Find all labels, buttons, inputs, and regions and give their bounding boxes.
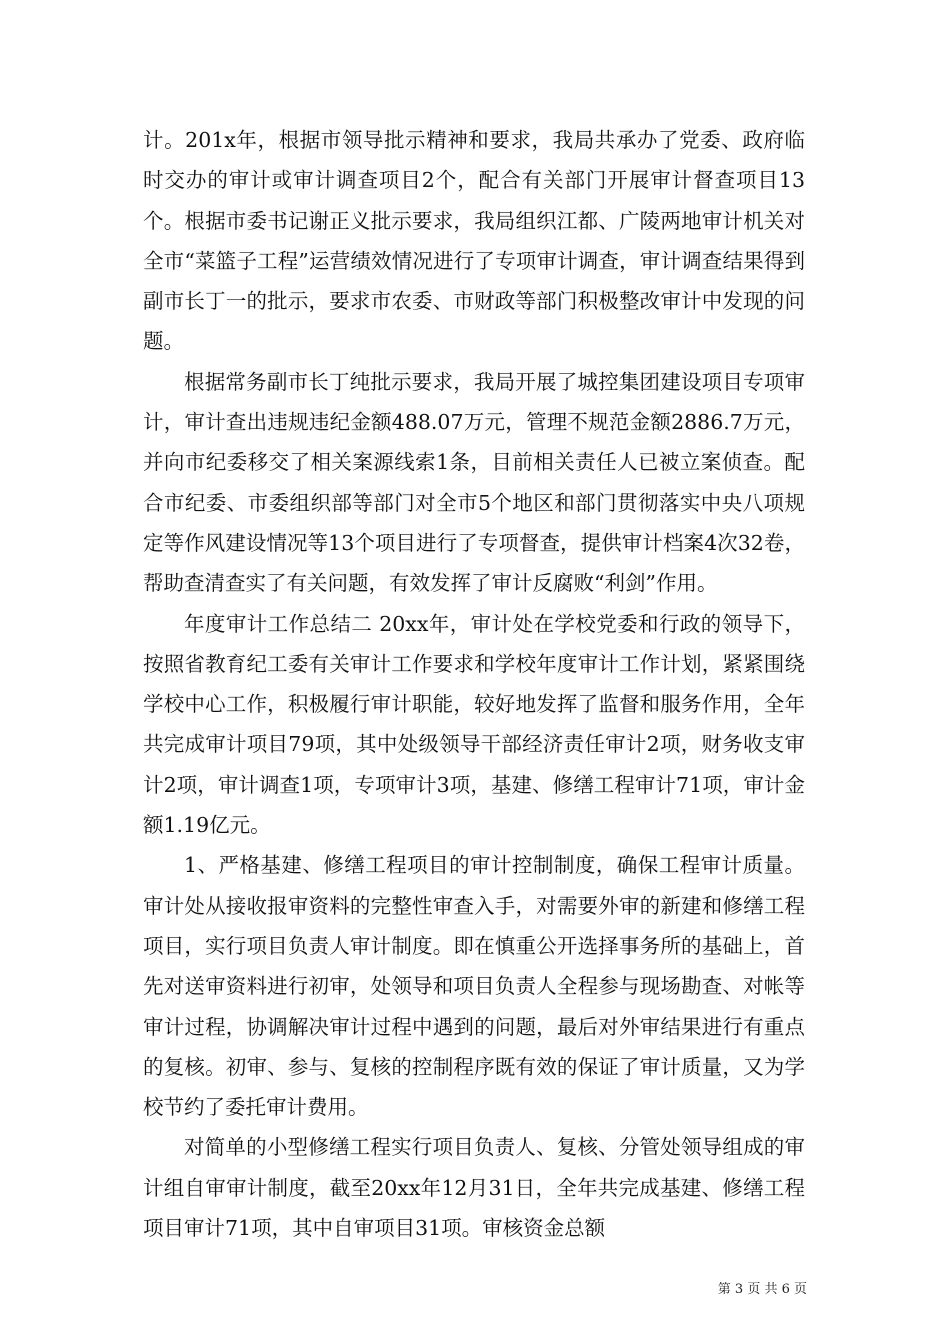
document-body	[143, 120, 805, 1248]
paragraph-5: 对简单的小型修缮工程实行项目负责人、复核、分管处领导组成的审计组自审审计制度，截至20xx年12月31日，全年共完成基建、修缮工程项目审计71项，其中自审项目31项。审核资金总额	[143, 1135, 805, 1241]
paragraph-3: 年度审计工作总结二 20xx年，审计处在学校党委和行政的领导下，按照省教育纪工委有关审计工作要求和学校年度审计工作计划，紧紧围绕学校中心工作，积极履行审计职能，较好地发挥了监督和服务作用，全年共完成审计项目79项，其中处级领导干部经济责任审计2项，财务收支审计2项，审计调查1项，专项审计3项，基建、修缮工程审计71项，审计金额1.19亿元。	[143, 611, 805, 838]
paragraph-2: 根据常务副市长丁纯批示要求，我局开展了城控集团建设项目专项审计，审计查出违规违纪金额488.07万元，管理不规范金额2886.7万元，并向市纪委移交了相关案源线索1条，目前相关责任人已被立案侦查。配合市纪委、市委组织部等部门对全市5个地区和部门贯彻落实中央八项规定等作风建设情况等13个项目进行了专项督查，提供审计档案4次32卷，帮助查清查实了有关问题，有效发挥了审计反腐败“利剑”作用。	[143, 369, 805, 596]
page-number-footer: 第 3 页 共 6 页	[717, 1282, 807, 1297]
paragraph-4: 1、严格基建、修缮工程项目的审计控制制度，确保工程审计质量。审计处从接收报审资料的完整性审查入手，对需要外审的新建和修缮工程项目，实行项目负责人审计制度。即在慎重公开选择事务所的基础上，首先对送审资料进行初审，处领导和项目负责人全程参与现场勘查、对帐等审计过程，协调解决审计过程中遇到的问题，最后对外审结果进行有重点的复核。初审、参与、复核的控制程序既有效的保证了审计质量，又为学校节约了委托审计费用。	[143, 853, 805, 1120]
paragraph-1: 计。201x年，根据市领导批示精神和要求，我局共承办了党委、政府临时交办的审计或审计调查项目2个，配合有关部门开展审计督查项目13个。根据市委书记谢正义批示要求，我局组织江都、广陵两地审计机关对全市“菜篮子工程”运营绩效情况进行了专项审计调查，审计调查结果得到副市长丁一的批示，要求市农委、市财政等部门积极整改审计中发现的问题。	[143, 128, 805, 354]
